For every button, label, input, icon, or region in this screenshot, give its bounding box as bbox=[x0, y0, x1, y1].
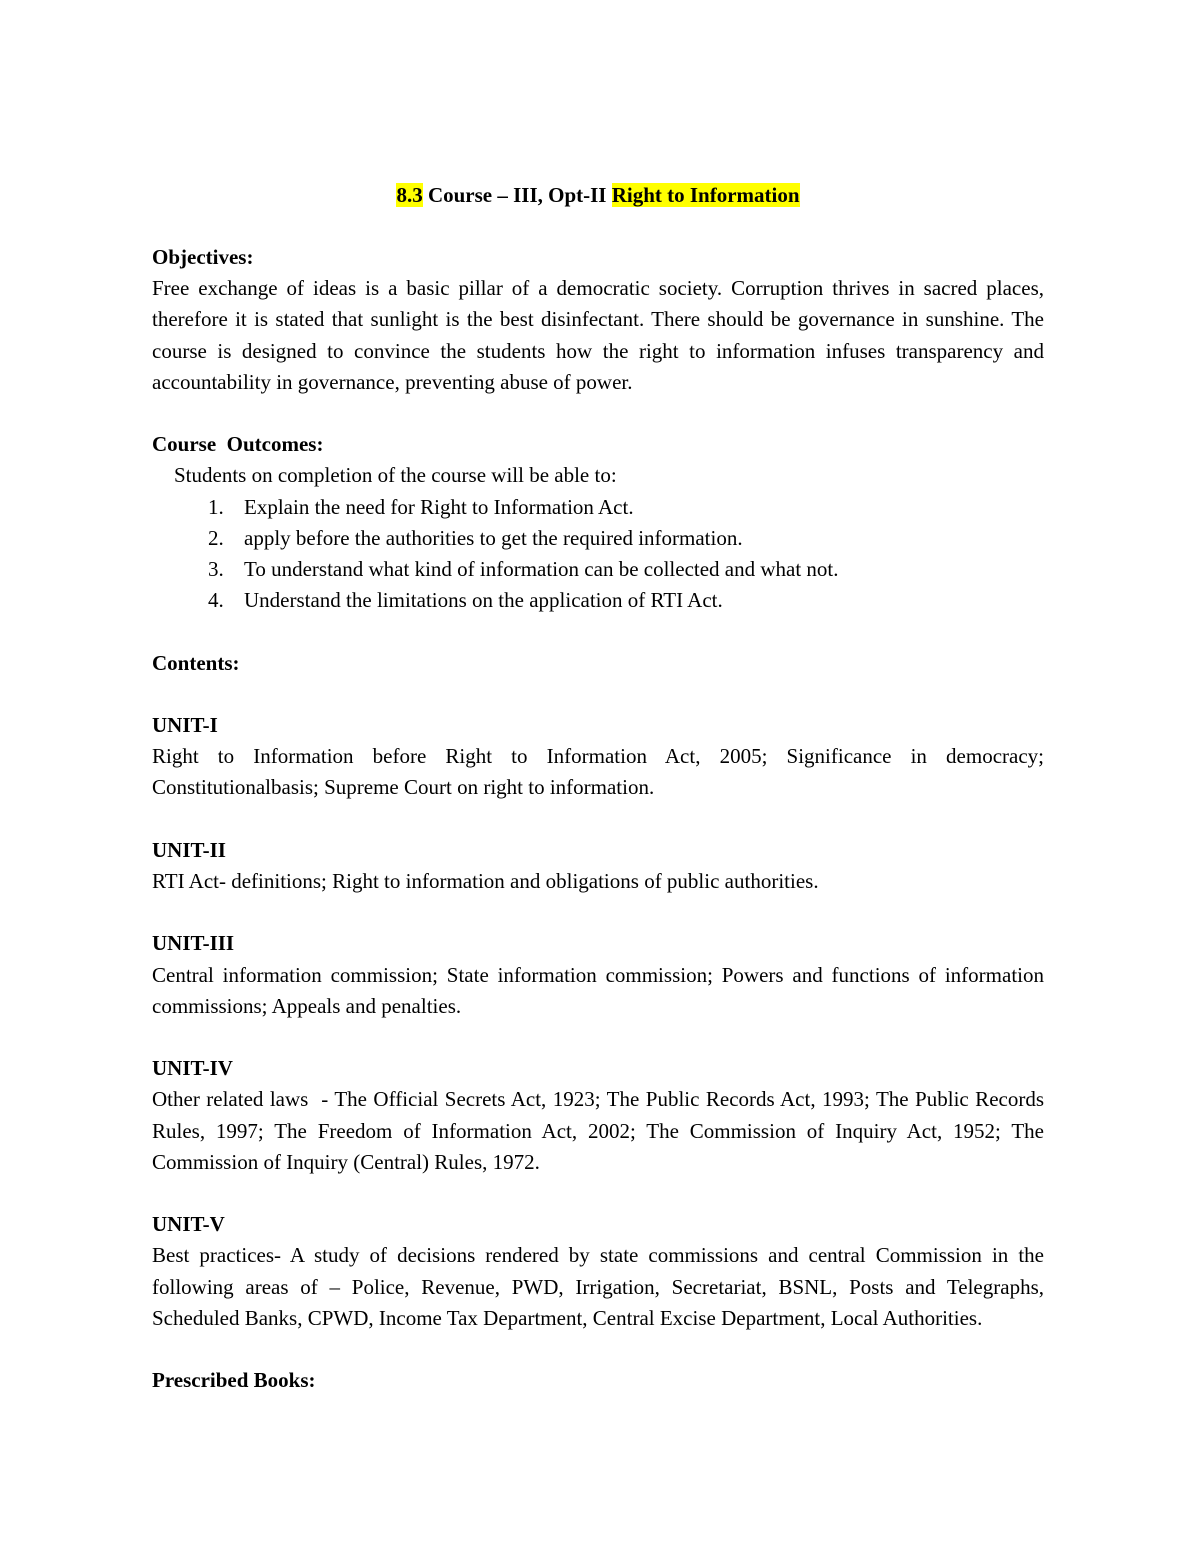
spacer bbox=[152, 679, 1044, 710]
outcomes-intro: Students on completion of the course will be able to: bbox=[174, 463, 617, 488]
spacer bbox=[152, 1178, 1044, 1209]
unit-4-text: Other related laws - The Official Secrets Act, 1923; The Public Records Act, 1993; The Public Records Rules, 1997; The Freedom of Information Act, 2002; The Commission of Inquiry Act, 1952; The Commission of Inquiry (Central) Rules, 1972. bbox=[152, 1087, 1050, 1174]
list-item-number: 1. bbox=[208, 494, 224, 519]
course-code: 8.3 bbox=[396, 183, 423, 207]
spacer bbox=[152, 804, 1044, 835]
list-item-text: Understand the limitations on the application of RTI Act. bbox=[244, 588, 723, 613]
list-item-text: apply before the authorities to get the required information. bbox=[244, 525, 743, 550]
list-item bbox=[152, 492, 1044, 523]
spacer bbox=[152, 1334, 1044, 1365]
unit-1-title: UNIT-I bbox=[152, 713, 218, 737]
unit-1-text: Right to Information before Right to Information Act, 2005; Significance in democracy; Constitutionalbasis; Supreme Court on right to information. bbox=[152, 744, 1044, 800]
list-item bbox=[152, 554, 1044, 585]
list-item bbox=[152, 585, 1044, 616]
outcomes-list bbox=[152, 492, 1044, 617]
objectives-heading: Objectives: bbox=[152, 245, 254, 269]
spacer bbox=[152, 897, 1044, 928]
unit-3-text: Central information commission; State information commission; Powers and functions of information commissions; Appeals and penalties. bbox=[152, 962, 1044, 1018]
list-item bbox=[152, 523, 1044, 554]
prescribed-books-heading: Prescribed Books: bbox=[152, 1368, 316, 1393]
document-page bbox=[152, 180, 1050, 1396]
unit-3-title: UNIT-III bbox=[152, 931, 235, 956]
list-item-number: 3. bbox=[208, 557, 224, 582]
unit-2-title: UNIT-II bbox=[152, 837, 226, 862]
list-item-number: 4. bbox=[208, 588, 224, 613]
unit-5-text: Best practices- A study of decisions rendered by state commissions and central Commission in the following areas of – Police, Revenue, PWD, Irrigation, Secretariat, BSNL, Posts and Telegraphs, Scheduled Banks, CPWD, Income Tax Department, Central Excise Department, Local Authorities. bbox=[152, 1243, 1044, 1330]
contents-heading: Contents: bbox=[152, 650, 240, 675]
unit-5-title: UNIT-V bbox=[152, 1212, 225, 1237]
course-label: Course – III, Opt-II bbox=[422, 183, 612, 207]
course-title bbox=[152, 180, 1044, 211]
list-item-text: To understand what kind of information can be collected and what not. bbox=[244, 557, 839, 582]
spacer bbox=[152, 616, 1044, 647]
unit-4-title: UNIT-IV bbox=[152, 1056, 233, 1081]
course-name: Right to Information bbox=[611, 183, 800, 207]
unit-2-text: RTI Act- definitions; Right to information and obligations of public authorities. bbox=[152, 869, 819, 893]
spacer bbox=[152, 398, 1044, 429]
outcomes-heading: Course Outcomes: bbox=[152, 432, 324, 457]
list-item-number: 2. bbox=[208, 525, 224, 550]
list-item-text: Explain the need for Right to Information Act. bbox=[244, 494, 634, 519]
objectives-text: Free exchange of ideas is a basic pillar of a democratic society. Corruption thrives in sacred places, therefore it is stated that sunlight is the best disinfectant. There should be governance in sunshine. The course is designed to convince the students how the right to information infuses transparency and accountability in governance, preventing abuse of power. bbox=[152, 276, 1044, 394]
spacer bbox=[152, 1022, 1044, 1053]
